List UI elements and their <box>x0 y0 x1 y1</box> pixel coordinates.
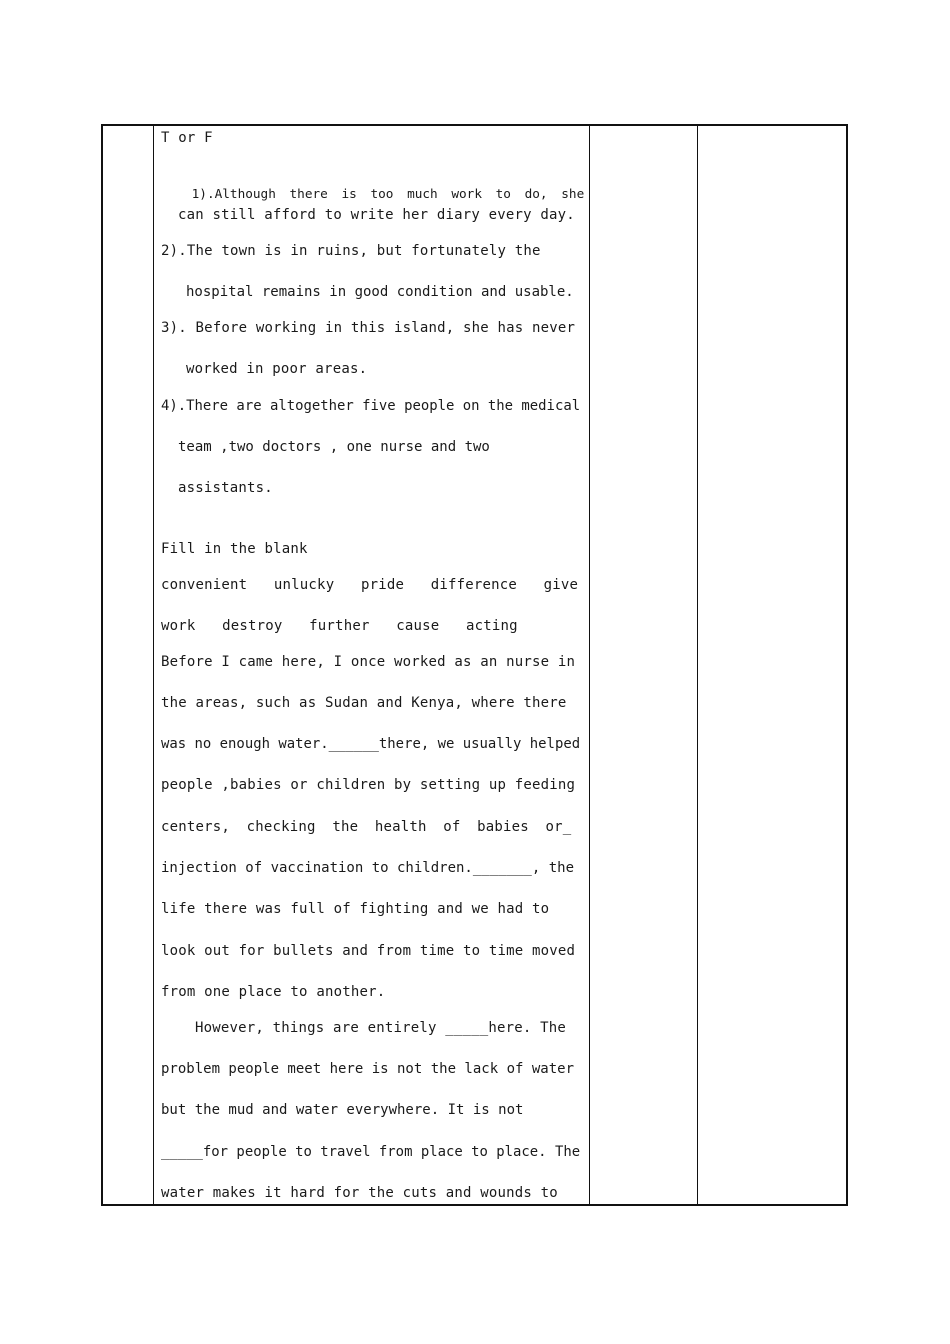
passage-1-line-4: people ,babies or children by setting up feeding <box>161 777 576 793</box>
passage-1-line-8: look out for bullets and from time to time moved <box>161 943 576 959</box>
passage-1-line-6: injection of vaccination to children._______, the <box>161 860 575 876</box>
tf-question-2-line-2: hospital remains in good condition and usable. <box>186 284 574 300</box>
passage-1-line-3: was no enough water.______there, we usually helped <box>161 736 581 752</box>
passage-2-line-3: but the mud and water everywhere. It is not <box>161 1102 524 1118</box>
word-bank-line-1: convenient unlucky pride difference give <box>161 577 579 593</box>
tf-question-3-line-2: worked in poor areas. <box>186 361 368 377</box>
passage-1-line-1: Before I came here, I once worked as an nurse in <box>161 654 576 670</box>
passage-1-line-2: the areas, such as Sudan and Kenya, where there <box>161 695 567 711</box>
tf-question-4-line-3: assistants. <box>178 480 273 496</box>
passage-2-line-5: water makes it hard for the cuts and wounds to <box>161 1185 558 1201</box>
passage-1-line-5: centers, checking the health of babies or_ <box>161 819 572 835</box>
tf-heading: T or F <box>161 130 213 146</box>
tf-question-1-line-1: 1).Although there is too much work to do, she <box>191 186 585 201</box>
tf-question-4-line-1: 4).There are altogether five people on the medical <box>161 398 581 414</box>
passage-2-line-4: _____for people to travel from place to place. The <box>161 1144 581 1160</box>
word-bank-line-2: work destroy further cause acting <box>161 618 518 634</box>
tf-question-3-line-1: 3). Before working in this island, she has never <box>161 320 576 336</box>
lesson-content <box>161 126 585 1204</box>
passage-2-line-2: problem people meet here is not the lack of water <box>161 1061 575 1077</box>
fill-heading: Fill in the blank <box>161 541 308 557</box>
tf-question-1-line-2: can still afford to write her diary every day. <box>178 207 575 223</box>
column-divider-2 <box>589 126 590 1204</box>
passage-1-line-7: life there was full of fighting and we had to <box>161 901 550 917</box>
column-divider-1 <box>153 126 154 1204</box>
tf-question-4-line-2: team ,two doctors , one nurse and two <box>178 439 490 455</box>
passage-1-line-9: from one place to another. <box>161 984 386 1000</box>
passage-2-line-1: However, things are entirely _____here. The <box>195 1020 567 1036</box>
tf-question-2-line-1: 2).The town is in ruins, but fortunately the <box>161 243 541 259</box>
column-divider-3 <box>697 126 698 1204</box>
tf-question-1 <box>161 164 585 201</box>
